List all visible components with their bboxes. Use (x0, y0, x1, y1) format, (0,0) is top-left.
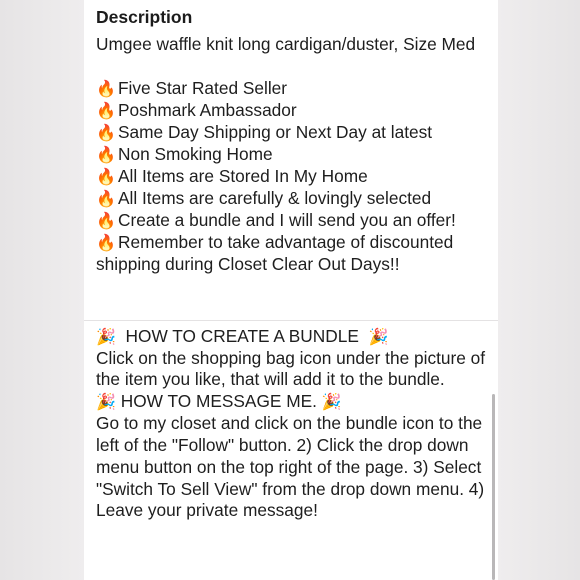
message-text: Go to my closet and click on the bundle icon to the left of the "Follow" button. 2) Click the drop down menu button on the top right of the page. 3) Select "Switch To Sell View" from the drop down menu. 4) Leave your private message! (96, 413, 485, 521)
background-left (0, 0, 84, 580)
bullet-item: 🔥 Five Star Rated Seller (96, 77, 288, 98)
bullet-item: 🔥 Create a bundle and I will send you an offer! (96, 209, 456, 230)
party-popper-icon: 🎉 (96, 394, 116, 412)
message-title: 🎉 HOW TO MESSAGE ME. 🎉 (96, 391, 342, 412)
bullet-item: 🔥 Poshmark Ambassador (96, 99, 297, 120)
fire-icon: 🔥 (96, 146, 116, 164)
scrollbar[interactable] (492, 394, 495, 580)
bullet-item: 🔥 Non Smoking Home (96, 143, 273, 164)
bullet-item: 🔥 Remember to take advantage of discounted shipping during Closet Clear Out Days!! (96, 231, 454, 274)
fire-icon: 🔥 (96, 234, 116, 252)
bullet-item: 🔥 All Items are Stored In My Home (96, 165, 368, 186)
bundle-title: 🎉 HOW TO CREATE A BUNDLE 🎉 (96, 325, 389, 346)
fire-icon: 🔥 (96, 190, 116, 208)
fire-icon: 🔥 (96, 212, 116, 230)
description-intro: Umgee waffle knit long cardigan/duster, Size Med (96, 34, 476, 54)
fire-icon: 🔥 (96, 168, 116, 186)
party-popper-icon: 🎉 (321, 394, 342, 412)
fire-icon: 🔥 (96, 80, 116, 98)
fire-icon: 🔥 (96, 124, 116, 142)
party-popper-icon: 🎉 (368, 328, 389, 346)
description-heading: Description (96, 7, 193, 27)
description-content (96, 4, 491, 522)
bullet-item: 🔥 Same Day Shipping or Next Day at latest (96, 121, 433, 142)
fire-icon: 🔥 (96, 102, 116, 120)
background-right (498, 0, 580, 580)
bundle-text: Click on the shopping bag icon under the picture of the item you like, that will add it to the bundle. (96, 347, 486, 390)
party-popper-icon: 🎉 (96, 328, 116, 346)
bullet-item: 🔥 All Items are carefully & lovingly selected (96, 187, 432, 208)
